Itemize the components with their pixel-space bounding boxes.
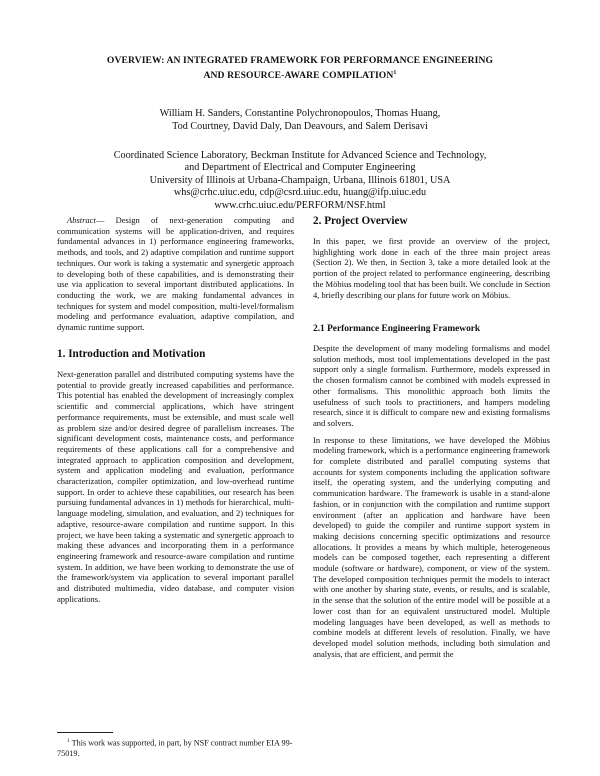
footnote-rule [57, 732, 113, 733]
footnote [57, 736, 294, 759]
abstract [57, 215, 294, 333]
footnote-mark: 1 [67, 738, 70, 744]
abstract-label: Abstract [67, 215, 96, 225]
title-line-1: OVERVIEW: AN INTEGRATED FRAMEWORK FOR PERFORMANCE ENGINEERING [106, 55, 494, 66]
abstract-text: Design of next-generation computing and communication systems will be application-driven, and requires fundamental advances in 1) performance engineering frameworks, methods, and tools, and 2) adaptive compilation and runtime support techniques. Our work is taking a systematic and synergetic approach to developing both of these capabilities, and is demonstrating their use via application to several important distributed applications. In conducting the work, we are making fundamental advances in techniques for system and model composition, multi-level/formalism modeling and performance evaluation, adaptive compilation, and dynamic runtime support. [57, 215, 294, 333]
title-line-2-text: AND RESOURCE-AWARE COMPILATION [203, 70, 394, 82]
section-2-heading: 2. Project Overview [313, 215, 408, 227]
title-footnote-mark: 1 [393, 70, 397, 76]
section-2-1-paragraph-2: In response to these limitations, we have developed the Möbius modeling framework, which is a performance engineering framework for complete distributed and parallel computing systems that accounts for system components including the application software itself, the operating system, and the underlying computing and communication hardware. The framework is usable in a stand-alone fashion, or in conjunction with the compilation and runtime support environment (after an application and hardware have been developed) to guide the compiler and runtime support system in making decisions concerning specific optimizations and resource allocations. It provides a means by which multiple, heterogeneous models can be composed together, each representing a different module (software or hardware), component, or view of the system. The developed composition techniques permit the models to interact with one another by sharing state, events, or results, and is scalable, in the sense that the solution of the entire model will be possible at a lower cost than for an equivalent unstructured model. Multiple modeling languages have been developed, as well as methods to combine models at different levels of resolution. Finally, we have developed model solution methods, including both simulation and analysis, that are efficient, and permit the [313, 434, 550, 659]
section-2-paragraph: In this paper, we first provide an overview of the project, highlighting work done in each of the three main project areas (Section 2). We then, in Section 3, take a more detailed look at the portion of the project related to performance engineering, describing the Möbius modeling tool that has been built. We conclude in Section 4, briefly describing our plans for future work on Möbius. [313, 236, 550, 300]
section-2-1-paragraph-1: Despite the development of many modeling formalisms and model solution methods, most tool implementations developed in the past support only a single formalism. Furthermore, models expressed in the chosen formalism cannot be combined with models expressed in other formalisms. This monolithic approach both limits the usefulness of such tools to practitioners, and hampers modeling research, since it is difficult to compare new and existing formalisms and solvers. [313, 343, 550, 428]
section-1-heading: 1. Introduction and Motivation [57, 348, 206, 360]
section-2 [313, 215, 550, 306]
paper-title [40, 54, 560, 82]
section-1-paragraph: Next-generation parallel and distributed computing systems have the potential to provide greatly increased capabilities and performance. This potential has enabled the development of increasingly complex scientific and commercial applications, which have stringent performance requirements, must be extensible, and must scale well as problem size and/or desired degree of parallelism increases. The significant development costs, maintenance costs, and performance requirements of these applications call for a comprehensive and integrated approach to application composition and development, system and application modeling and evaluation, performance characterization, compiler optimization, and low-overhead runtime support. In order to achieve these capabilities, our research has been pursuing fundamental advances in 1) methods for hierarchical, multi-language modeling, simulation, and evaluation, and 2) techniques for adaptive, resource-aware compilation and runtime support. In this project, we have been taking a systematic and synergetic approach to making these advances and incorporating them in a performance engineering framework and resource-aware compilation and runtime system. In addition, we have been working to demonstrate the use of the framework/system via application to several important parallel and distributed multimedia, video database, and computer vision applications. [57, 369, 294, 604]
footnote-text: This work was supported, in part, by NSF contract number EIA 99-75019. [57, 738, 293, 758]
affiliation-block [40, 150, 560, 212]
project-url: www.crhc.uiuc.edu/PERFORM/NSF.html [214, 199, 386, 211]
section-2-1-heading: 2.1 Performance Engineering Framework [313, 324, 481, 334]
author-list [40, 108, 560, 133]
abstract-dash: — [95, 215, 116, 225]
affiliation-line-1: Coordinated Science Laboratory, Beckman Institute for Advanced Science and Technology, [113, 150, 487, 161]
section-2-1 [313, 323, 550, 665]
section-1 [57, 348, 294, 610]
authors-line-2: Tod Courtney, David Daly, Dan Deavours, and Salem Derisavi [172, 120, 428, 132]
authors-line-1: William H. Sanders, Constantine Polychronopoulos, Thomas Huang, [159, 108, 441, 119]
author-emails: whs@crhc.uiuc.edu, cdp@csrd.uiuc.edu, huang@ifp.uiuc.edu [173, 187, 427, 199]
affiliation-line-2: and Department of Electrical and Computer Engineering [184, 162, 416, 174]
affiliation-line-3: University of Illinois at Urbana-Champaign, Urbana, Illinois 61801, USA [149, 174, 451, 186]
title-line-2 [40, 67, 560, 82]
